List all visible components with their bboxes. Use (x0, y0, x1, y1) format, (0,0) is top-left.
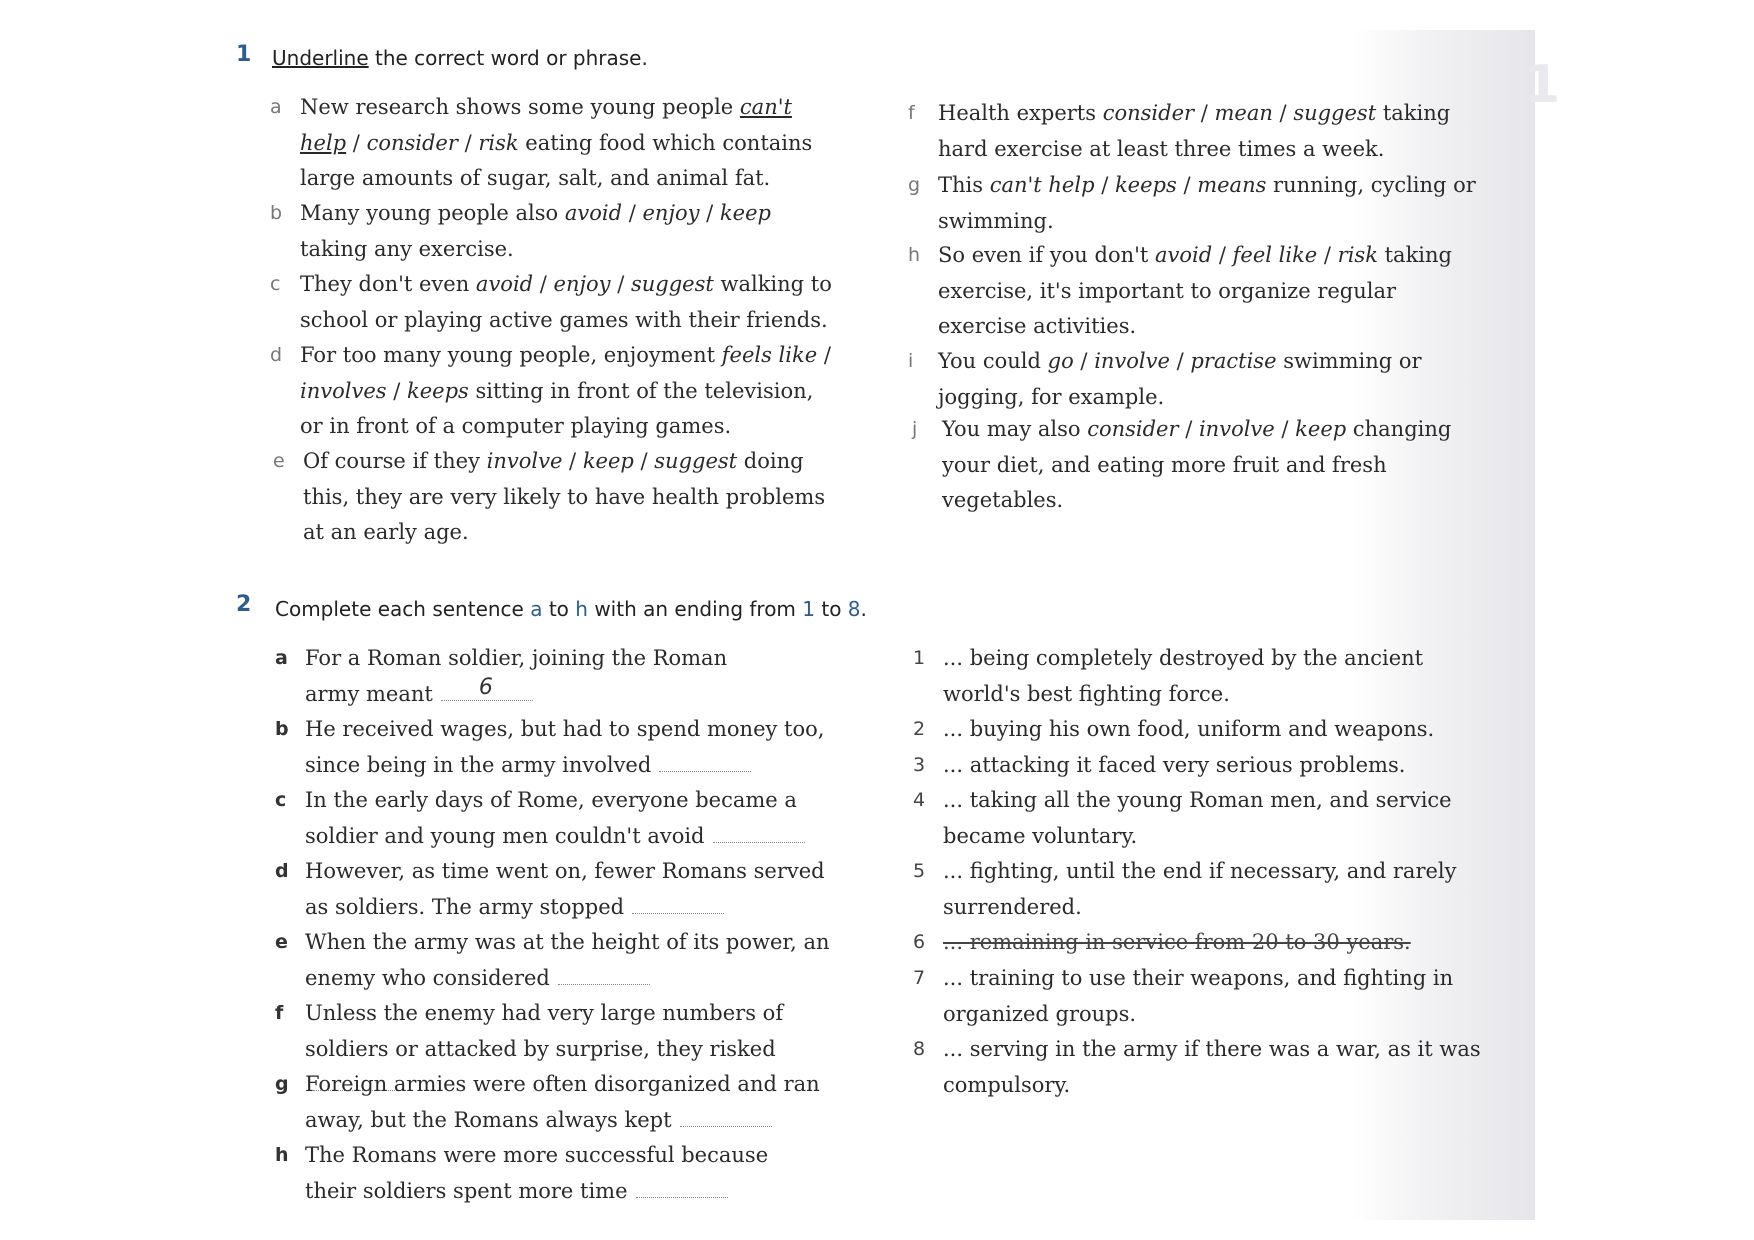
item-text: Of course if they (303, 449, 487, 473)
item-letter: c (270, 273, 281, 295)
separator: / (386, 378, 407, 403)
sentence-letter: d (275, 860, 289, 882)
option[interactable]: consider (1102, 101, 1195, 125)
ex1-item-f (908, 96, 1458, 167)
separator: / (1212, 243, 1233, 267)
instruction-text: to (542, 597, 576, 621)
ending-text: ... being completely destroyed by the ancient world's best fighting force. (943, 646, 1424, 706)
option[interactable]: go (1047, 349, 1074, 373)
item-text: running, cycling or swimming. (938, 173, 1476, 233)
separator: / (346, 130, 367, 155)
ending-number: 4 (913, 789, 926, 811)
sentence-text: He received wages, but had to spend money too, since being in the army involved (305, 717, 825, 777)
item-text: You could (938, 349, 1048, 373)
option[interactable]: keep (1295, 417, 1347, 441)
separator: / (610, 272, 631, 296)
ex2-ending-3 (913, 748, 1483, 784)
separator: / (633, 449, 655, 473)
ex2-ending-2 (913, 712, 1483, 748)
option[interactable]: suggest (630, 272, 714, 296)
option[interactable]: involves (300, 378, 387, 403)
item-text: New research shows some young people (300, 95, 740, 119)
separator: / (533, 272, 554, 296)
ending-text: ... buying his own food, uniform and weapons. (943, 717, 1435, 741)
ex2-sentence-b (275, 712, 835, 783)
answer-blank[interactable] (636, 1177, 728, 1198)
option[interactable]: involve (1094, 349, 1170, 373)
instruction-number-8: 8 (847, 597, 861, 621)
separator: / (699, 201, 720, 225)
item-letter: i (908, 350, 914, 372)
answer-blank[interactable] (632, 893, 724, 914)
separator: / (1094, 173, 1115, 197)
ex2-sentence-g (275, 1067, 825, 1138)
ex2-sentence-c (275, 783, 825, 854)
item-text: eating food which contains large amounts of sugar, salt, and animal fat. (300, 130, 813, 190)
sentence-letter: e (275, 931, 288, 953)
ex2-sentence-d (275, 854, 835, 925)
item-text: Health experts (938, 101, 1103, 125)
option[interactable]: involve (486, 449, 563, 473)
item-text: walking to school or playing active games with their friends. (300, 272, 832, 332)
item-text: This (938, 173, 990, 197)
item-letter: a (270, 96, 282, 118)
instruction-text: . (860, 597, 867, 621)
option[interactable]: risk (478, 130, 519, 155)
separator: / (1274, 417, 1296, 441)
separator: / (1194, 101, 1215, 125)
item-text: taking any exercise. (300, 236, 514, 261)
option[interactable]: keep (719, 201, 771, 225)
instruction-underline-word: Underline (272, 46, 369, 70)
sentence-text: For a Roman soldier, joining the Roman army meant (305, 646, 728, 706)
separator: / (562, 449, 583, 473)
exercise-1-number: 1 (236, 42, 252, 67)
item-text: Many young people also (300, 201, 565, 225)
ending-number: 8 (913, 1038, 926, 1060)
sentence-text: In the early days of Rome, everyone became a soldier and young men couldn't avoid (305, 788, 797, 848)
option[interactable]: keeps (406, 378, 469, 403)
sentence-text: When the army was at the height of its power, an enemy who considered (305, 930, 830, 990)
answer-blank[interactable] (680, 1106, 772, 1127)
ending-number: 1 (913, 647, 926, 669)
exercise-1-instruction (272, 46, 648, 70)
handwritten-answer: 6 (478, 674, 493, 700)
option[interactable]: practise (1190, 349, 1277, 373)
exercise-2-number: 2 (236, 592, 252, 617)
ex2-ending-4 (913, 783, 1463, 854)
ending-text: ... serving in the army if there was a war, as it was compulsory. (943, 1037, 1481, 1097)
sentence-text: However, as time went on, fewer Romans served as soldiers. The army stopped (305, 859, 825, 919)
item-letter: d (270, 344, 283, 366)
ex2-sentence-a (275, 641, 745, 712)
ending-number: 2 (913, 718, 926, 740)
option[interactable]: mean (1214, 101, 1273, 125)
ex1-item-g (908, 168, 1478, 239)
ex1-item-c (270, 267, 840, 338)
option-underlined[interactable]: can't help (300, 95, 792, 155)
option[interactable]: keep (582, 449, 634, 473)
item-letter: f (908, 102, 915, 124)
option[interactable]: avoid (1155, 243, 1213, 267)
ex1-item-d (270, 338, 840, 445)
ex2-ending-5 (913, 854, 1463, 925)
ending-text: ... fighting, until the end if necessary, and rarely surrendered. (943, 859, 1457, 919)
ending-text: ... training to use their weapons, and fighting in organized groups. (943, 966, 1454, 1026)
instruction-text: to (815, 597, 848, 621)
option[interactable]: feels like (721, 343, 818, 367)
option[interactable]: avoid (475, 272, 534, 296)
ex2-ending-7 (913, 961, 1473, 1032)
ex1-item-b (270, 196, 840, 267)
ex2-ending-8 (913, 1032, 1503, 1103)
option[interactable]: involve (1198, 417, 1275, 441)
instruction-text: Complete each sentence (275, 597, 531, 621)
answer-blank[interactable] (659, 751, 751, 772)
item-text: For too many young people, enjoyment (300, 343, 722, 367)
option[interactable]: risk (1337, 243, 1378, 267)
item-letter: h (908, 244, 921, 266)
option[interactable]: consider (366, 130, 458, 155)
ex2-sentence-e (275, 925, 845, 996)
item-letter: j (912, 418, 918, 440)
separator: / (1169, 349, 1191, 373)
separator: / (457, 130, 479, 155)
ending-text: ... attacking it faced very serious problems. (943, 753, 1406, 777)
sentence-letter: h (275, 1144, 289, 1166)
option[interactable]: enjoy (553, 272, 611, 296)
ending-text: ... taking all the young Roman men, and service became voluntary. (943, 788, 1452, 848)
answer-blank[interactable] (558, 964, 650, 985)
option[interactable]: consider (1087, 417, 1179, 441)
item-text: doing this, they are very likely to have health problems at an early age. (303, 449, 826, 544)
ex1-item-i (908, 344, 1458, 415)
instruction-letter-h: h (575, 597, 588, 621)
option[interactable]: enjoy (642, 201, 700, 225)
sentence-letter: a (275, 647, 288, 669)
item-text: swimming or jogging, for example. (938, 349, 1422, 409)
ending-number: 5 (913, 860, 926, 882)
instruction-rest: the correct word or phrase. (368, 46, 648, 70)
sentence-text: Unless the enemy had very large numbers of soldiers or attacked by surprise, they risked (305, 1001, 784, 1061)
sentence-letter: b (275, 718, 289, 740)
ex2-ending-1 (913, 641, 1463, 712)
item-text: changing your diet, and eating more fruit and fresh vegetables. (942, 417, 1452, 512)
item-text: They don't even (300, 272, 476, 296)
item-letter: e (273, 450, 285, 472)
unit-tab-number: 1 (1523, 55, 1560, 115)
option[interactable]: suggest (654, 449, 738, 473)
item-text: sitting in front of the television, or in front of a computer playing games. (300, 378, 814, 438)
item-text: So even if you don't (938, 243, 1155, 267)
option[interactable]: feel like (1232, 243, 1318, 267)
item-text: You may also (942, 417, 1088, 441)
separator: / (622, 201, 643, 225)
ex1-item-a (270, 90, 840, 197)
ending-number: 3 (913, 754, 926, 776)
option[interactable]: suggest (1293, 101, 1377, 125)
ex1-item-j (912, 412, 1462, 519)
sentence-text: Foreign armies were often disorganized and ran away, but the Romans always kept (305, 1072, 820, 1132)
sentence-letter: g (275, 1073, 289, 1095)
answer-blank[interactable] (441, 674, 533, 701)
ex2-ending-6-crossed-out (913, 925, 1483, 961)
sentence-text: The Romans were more successful because their soldiers spent more time (305, 1143, 769, 1203)
item-letter: g (908, 174, 921, 196)
option[interactable]: means (1197, 173, 1267, 197)
separator: / (1176, 173, 1198, 197)
separator: / (817, 343, 831, 367)
exercise-2-instruction (275, 597, 867, 621)
ex2-sentence-h (275, 1138, 805, 1209)
sentence-letter: c (275, 789, 287, 811)
ending-text: ... remaining in service from 20 to 30 years. (943, 930, 1411, 954)
instruction-number-1: 1 (802, 597, 815, 621)
item-letter: b (270, 202, 283, 224)
ex1-item-e (273, 444, 843, 551)
option[interactable]: avoid (564, 201, 623, 225)
item-text: taking hard exercise at least three times a week. (938, 101, 1451, 161)
instruction-text: with an ending from (587, 597, 803, 621)
option[interactable]: keeps (1114, 173, 1177, 197)
ex1-item-h (908, 238, 1458, 345)
option[interactable]: can't help (989, 173, 1095, 197)
separator: / (1073, 349, 1095, 373)
sentence-letter: f (275, 1002, 284, 1024)
ending-number: 7 (913, 967, 926, 989)
answer-blank[interactable] (713, 822, 805, 843)
separator: / (1317, 243, 1338, 267)
item-text: taking exercise, it's important to organize regular exercise activities. (938, 243, 1452, 338)
instruction-letter-a: a (530, 597, 543, 621)
ending-number: 6 (913, 931, 926, 953)
separator: / (1178, 417, 1199, 441)
separator: / (1272, 101, 1294, 125)
